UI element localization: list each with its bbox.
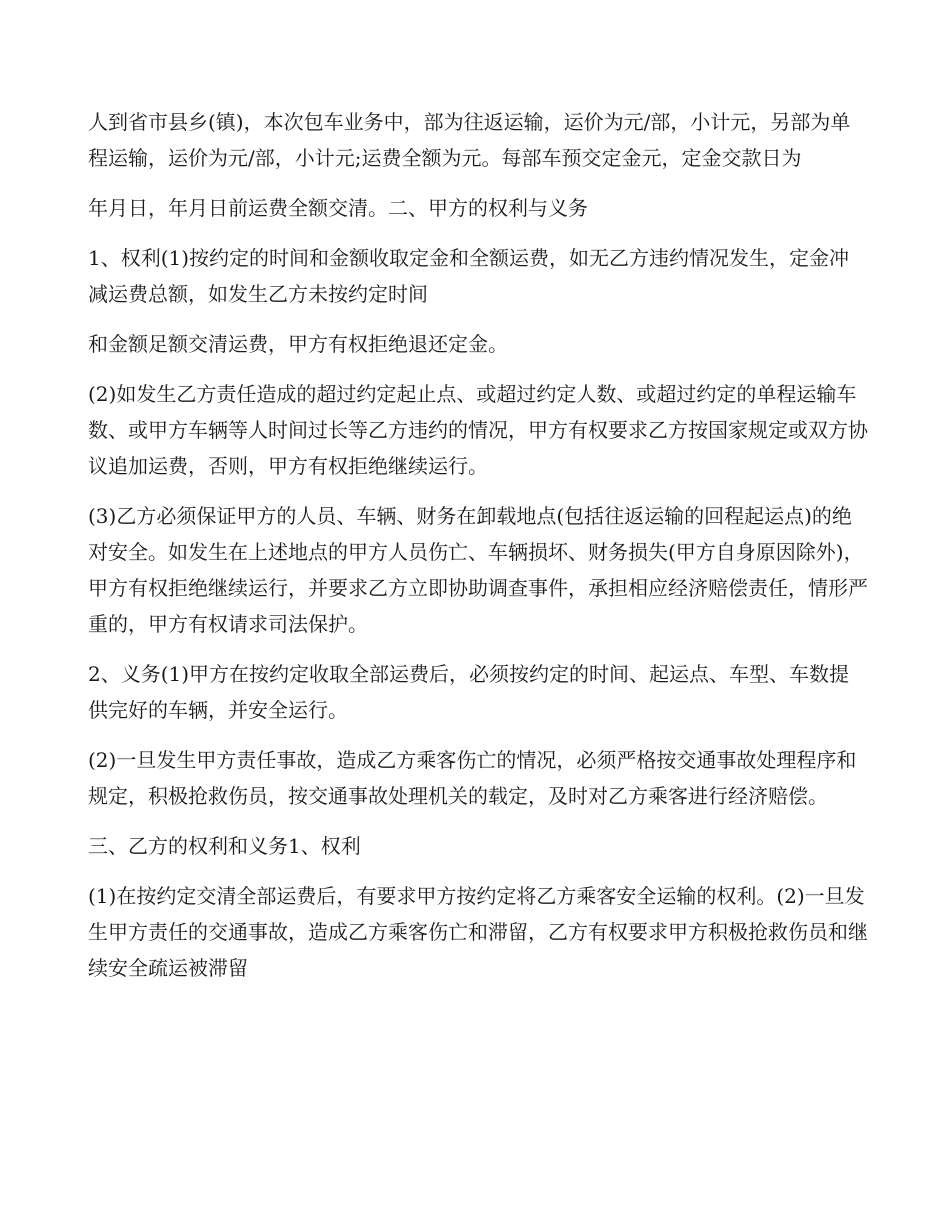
- paragraph-party-a-rights: 1、权利(1)按约定的时间和金额收取定金和全额运费，如无乙方违约情况发生，定金冲减运费总额，如发生乙方未按约定时间: [88, 246, 850, 306]
- paragraph-party-b-rights: (1)在按约定交清全部运费后，有要求甲方按约定将乙方乘客安全运输的权利。(2)一旦发生甲方责任的交通事故，造成乙方乘客伤亡和滞留，乙方有权要求甲方积极抢救伤员和继续安全疏运被滞留: [88, 884, 868, 980]
- paragraph-accident-handling: (2)一旦发生甲方责任事故，造成乙方乘客伤亡的情况，必须严格按交通事故处理程序和规定，积极抢救伤员，按交通事故处理机关的载定，及时对乙方乘客进行经济赔偿。: [88, 748, 857, 808]
- paragraph-fee-terms: 人到省市县乡(镇)，本次包车业务中，部为往返运输，运价为元/部，小计元，另部为单程运输，运价为元/部，小计元;运费全额为元。每部车预交定金元，定金交款日为: [88, 110, 851, 170]
- paragraph-deposit-refusal: 和金额足额交清运费，甲方有权拒绝退还定金。: [88, 332, 508, 356]
- paragraph-payment-deadline: 年月日，年月日前运费全额交清。二、甲方的权利与义务: [88, 196, 588, 220]
- paragraph-party-a-obligations: 2、义务(1)甲方在按约定收取全部运费后，必须按约定的时间、起运点、车型、车数提供完好的车辆，并安全运行。: [88, 662, 850, 722]
- section-heading-party-b: 三、乙方的权利和义务1、权利: [88, 834, 361, 858]
- document-body: [88, 104, 868, 1000]
- paragraph-extra-fees: (2)如发生乙方责任造成的超过约定起止点、或超过约定人数、或超过约定的单程运输车数、或甲方车辆等人时间过长等乙方违约的情况，甲方有权要求乙方按国家规定或双方协议追加运费，否则，甲方有权拒绝继续运行。: [88, 382, 868, 478]
- paragraph-safety-guarantee: (3)乙方必须保证甲方的人员、车辆、财务在卸载地点(包括往返运输的回程起运点)的绝对安全。如发生在上述地点的甲方人员伤亡、车辆损坏、财务损失(甲方自身原因除外)，甲方有权拒绝继续运行，并要求乙方立即协助调查事件，承担相应经济赔偿责任，情形严重的，甲方有权请求司法保护。: [88, 504, 868, 636]
